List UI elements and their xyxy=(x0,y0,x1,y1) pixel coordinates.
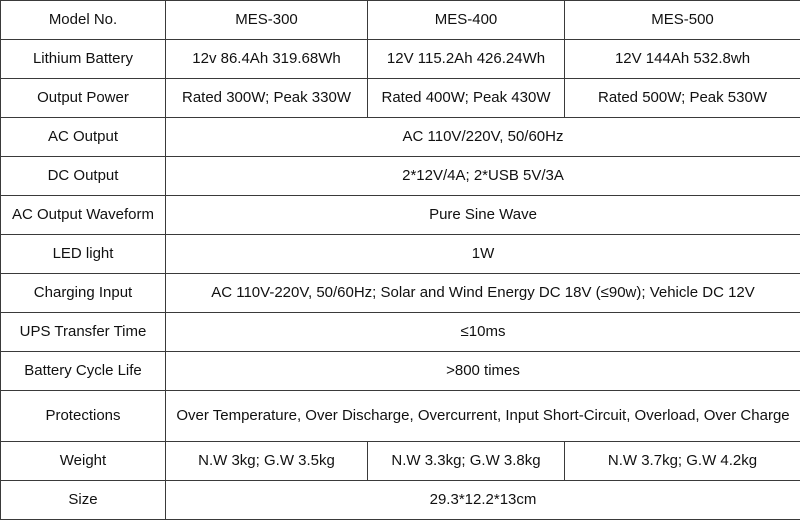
merged-value-cell: Over Temperature, Over Discharge, Overcurrent, Input Short-Circuit, Overload, Over Charge xyxy=(166,391,800,442)
value-cell: 12V 144Ah 532.8wh xyxy=(565,40,800,79)
merged-value-cell: >800 times xyxy=(166,352,800,391)
row-label-cell: AC Output xyxy=(1,118,166,157)
table-header-row xyxy=(1,1,800,40)
table-row-led-light xyxy=(1,235,800,274)
value-cell: N.W 3kg; G.W 3.5kg xyxy=(166,442,368,481)
table-row-weight xyxy=(1,442,800,481)
row-label-cell: Output Power xyxy=(1,79,166,118)
table-row-battery-cycle-life xyxy=(1,352,800,391)
table-row-ac-output xyxy=(1,118,800,157)
table-row-charging-input xyxy=(1,274,800,313)
value-cell: Rated 400W; Peak 430W xyxy=(368,79,565,118)
merged-value-cell: 2*12V/4A; 2*USB 5V/3A xyxy=(166,157,800,196)
row-label-cell: Protections xyxy=(1,391,166,442)
value-cell: Rated 500W; Peak 530W xyxy=(565,79,800,118)
table-row-dc-output xyxy=(1,157,800,196)
row-label-cell: Lithium Battery xyxy=(1,40,166,79)
row-label-cell: Weight xyxy=(1,442,166,481)
table-row-protections xyxy=(1,391,800,442)
row-label-cell: AC Output Waveform xyxy=(1,196,166,235)
value-cell: N.W 3.7kg; G.W 4.2kg xyxy=(565,442,800,481)
header-model-cell: MES-400 xyxy=(368,1,565,40)
header-label-cell: Model No. xyxy=(1,1,166,40)
value-cell: 12v 86.4Ah 319.68Wh xyxy=(166,40,368,79)
table-row-lithium-battery xyxy=(1,40,800,79)
row-label-cell: LED light xyxy=(1,235,166,274)
header-model-cell: MES-500 xyxy=(565,1,800,40)
merged-value-cell: AC 110V/220V, 50/60Hz xyxy=(166,118,800,157)
table-row-output-power xyxy=(1,79,800,118)
merged-value-cell: ≤10ms xyxy=(166,313,800,352)
value-cell: 12V 115.2Ah 426.24Wh xyxy=(368,40,565,79)
row-label-cell: Size xyxy=(1,481,166,520)
value-cell: N.W 3.3kg; G.W 3.8kg xyxy=(368,442,565,481)
row-label-cell: Charging Input xyxy=(1,274,166,313)
merged-value-cell: 29.3*12.2*13cm xyxy=(166,481,800,520)
merged-value-cell: AC 110V-220V, 50/60Hz; Solar and Wind Energy DC 18V (≤90w); Vehicle DC 12V xyxy=(166,274,800,313)
table-row-ac-output-waveform xyxy=(1,196,800,235)
merged-value-cell: 1W xyxy=(166,235,800,274)
merged-value-cell: Pure Sine Wave xyxy=(166,196,800,235)
row-label-cell: Battery Cycle Life xyxy=(1,352,166,391)
header-model-cell: MES-300 xyxy=(166,1,368,40)
row-label-cell: DC Output xyxy=(1,157,166,196)
row-label-cell: UPS Transfer Time xyxy=(1,313,166,352)
table-row-size xyxy=(1,481,800,520)
table-row-ups-transfer-time xyxy=(1,313,800,352)
value-cell: Rated 300W; Peak 330W xyxy=(166,79,368,118)
